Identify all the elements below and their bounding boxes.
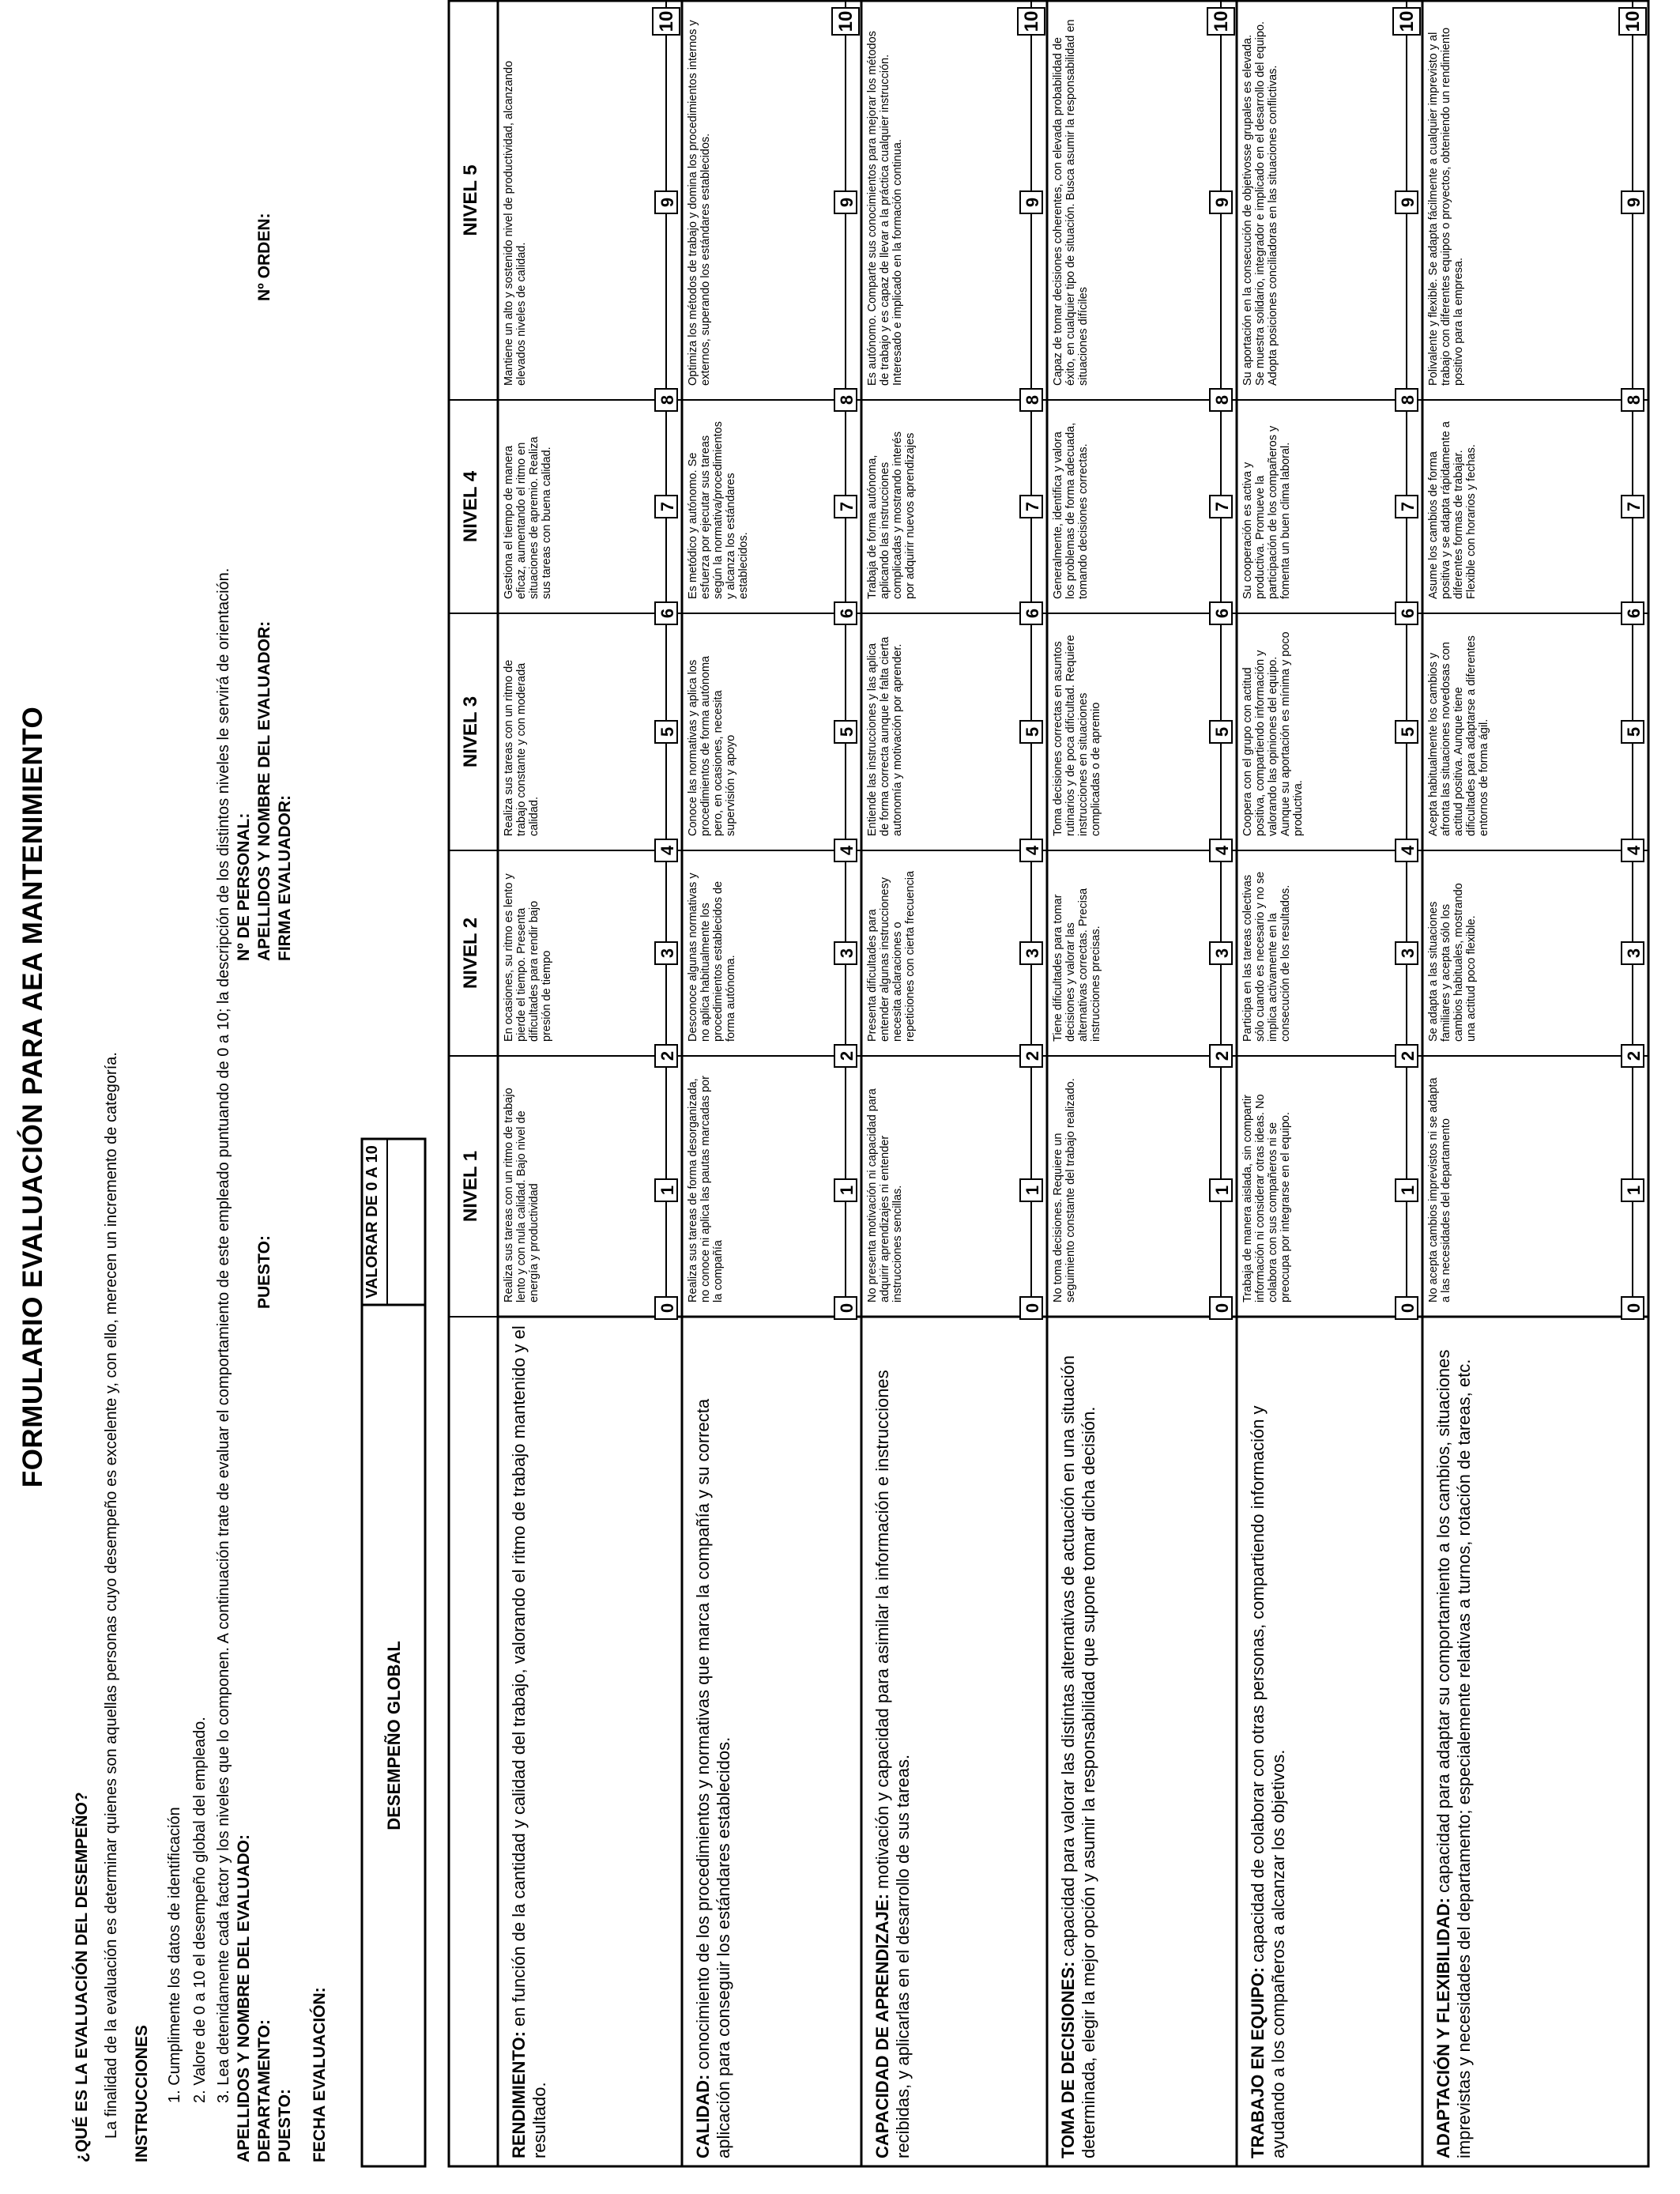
departamento-label: DEPARTAMENTO: [255,2019,273,2162]
level-3-description: Entiende las instrucciones y las aplica de forma correcta aunque le falta cierta autonomía y motivación por aprender. [866,636,904,836]
score-box-8[interactable]: 8 [654,388,678,412]
score-box-6[interactable]: 6 [1209,601,1233,625]
score-box-2[interactable]: 2 [1621,1044,1644,1068]
score-box-2[interactable]: 2 [654,1044,678,1068]
level-4-description: Es metódico y autónomo. Se esfuerza por ejecutar sus tareas según la normativa/procedimientos y alcanza los estándares establecidos. [687,421,750,599]
level-1-description: No acepta cambios imprevistos ni se adapta a las necesidades del departamento [1427,1077,1452,1302]
score-box-7[interactable]: 7 [1209,495,1233,518]
level-header-4: NIVEL 4 [460,470,481,543]
score-box-6[interactable]: 6 [654,601,678,625]
score-box-2[interactable]: 2 [1019,1044,1043,1068]
score-box-6[interactable]: 6 [1621,601,1644,625]
score-box-10[interactable]: 10 [831,7,860,36]
factor-label [693,1325,857,2158]
score-box-8[interactable]: 8 [1621,388,1644,412]
score-box-3[interactable]: 3 [1621,941,1644,965]
factor-name: TOMA DE DECISIONES: [1058,1961,1078,2158]
score-box-9[interactable]: 9 [1395,190,1418,214]
level-1-description: No presenta motivación ni capacidad para adquirir aprendizajes ni entender instrucciones sencillas. [866,1088,904,1302]
score-box-8[interactable]: 8 [834,388,857,412]
level-2-description: Se adapta a las situaciones familiares y acepta sólo los cambios habituales, mostrando una actitud poco flexible. [1427,883,1478,1042]
score-box-3[interactable]: 3 [834,941,857,965]
score-box-5[interactable]: 5 [1019,720,1043,744]
score-box-4[interactable]: 4 [1209,839,1233,862]
score-box-7[interactable]: 7 [834,495,857,518]
level-4-description: Generalmente, identifica y valora los problemas de forma adecuada, tomando decisiones correctas. [1052,422,1090,599]
score-box-10[interactable]: 10 [1392,7,1421,36]
score-box-3[interactable]: 3 [1019,941,1043,965]
level-2-description: En ocasiones, su ritmo es lento y pierde el tiempo. Presenta dificultades para rendir bajo presión de tiempo [503,873,553,1042]
score-box-4[interactable]: 4 [834,839,857,862]
factor-label [1248,1325,1418,2158]
factor-label [1058,1325,1232,2158]
global-performance-label: DESEMPEÑO GLOBAL [384,1641,404,1830]
score-box-1[interactable]: 1 [834,1178,857,1202]
score-box-7[interactable]: 7 [654,495,678,518]
score-box-5[interactable]: 5 [1209,720,1233,744]
score-box-0[interactable]: 0 [1209,1296,1233,1320]
instruction-2: 2. Valore de 0 a 10 el desempeño global del empleado. [191,1717,209,2103]
score-box-0[interactable]: 0 [1019,1296,1043,1320]
score-box-5[interactable]: 5 [1395,720,1418,744]
factor-description: capacidad para adaptar su comportamiento a los cambios, situaciones imprevistas y necesidades del departamento; especialemente relativas a turnos, rotación de tareas, etc. [1433,1349,1474,2158]
level-1-description: No toma decisiones. Requiere un seguimiento constante del trabajo realizado. [1052,1078,1077,1302]
puesto-label: PUESTO: [276,2089,294,2162]
score-box-1[interactable]: 1 [1621,1178,1644,1202]
level-5-description: Mantiene un alto y sostenido nivel de productividad, alcanzando elevados niveles de calidad. [503,60,528,386]
score-box-4[interactable]: 4 [654,839,678,862]
score-box-5[interactable]: 5 [1621,720,1644,744]
global-value-header: VALORAR DE 0 A 10 [363,1145,381,1299]
factor-label [1433,1325,1644,2158]
score-box-3[interactable]: 3 [654,941,678,965]
factor-name: CAPACIDAD DE APRENDIZAJE: [872,1894,892,2158]
level-3-description: Conoce las normativas y aplica los procedimientos de forma autónoma pero, en ocasiones, necesita supervisión y apoyo [687,655,737,836]
level-2-description: Participa en las tareas colectivas sólo cuando es necesario y no se implica activamente en la consecución de los resultados. [1241,871,1292,1042]
factor-description: motivación y capacidad para asimilar la información e instrucciones recibidas, y aplicarlas en el desarrollo de sus tareas. [872,1370,913,2158]
score-box-6[interactable]: 6 [1019,601,1043,625]
score-box-8[interactable]: 8 [1209,388,1233,412]
level-header-2: NIVEL 2 [460,917,481,990]
instruction-3: 3. Lea detenidamente cada factor y los niveles que lo componen. A continuación trate de evaluar el comportamiento de este empleado puntuando de 0 a 10; la descripción de los distintos niveles le servirá de orientación. [215,567,232,2103]
score-box-1[interactable]: 1 [1019,1178,1043,1202]
level-3-description: Coopera con el grupo con actitud positiva, compartiendo información y valorando las opiniones del equipo. Aunque su aportación es mínima y poco productiva. [1241,631,1305,836]
global-score-field[interactable] [389,1140,424,1303]
level-1-description: Realiza sus tareas con un ritmo de trabajo lento y con nula calidad. Bajo nivel de energía y productividad [503,1088,541,1302]
score-box-0[interactable]: 0 [1621,1296,1644,1320]
level-4-description: Su cooperación es activa y productiva. Promueve la participación de los compañeros y fomenta un buen clima laboral. [1241,425,1292,599]
score-box-1[interactable]: 1 [654,1178,678,1202]
level-1-description: Realiza sus tareas de forma desorganizada, no conoce ni aplica las pautas marcadas por la compañía [687,1076,725,1302]
level-4-description: Trabaja de forma autónoma, aplicando las instrucciones complicadas y mostrando interés por adquirir nuevos aprendizajes [866,432,917,599]
score-box-5[interactable]: 5 [654,720,678,744]
score-box-9[interactable]: 9 [1019,190,1043,214]
score-box-10[interactable]: 10 [1017,7,1045,36]
score-box-9[interactable]: 9 [654,190,678,214]
factor-name: TRABAJO EN EQUIPO: [1248,1966,1268,2158]
score-box-0[interactable]: 0 [834,1296,857,1320]
factor-description: capacidad de colaborar con otras personas, compartiendo información y ayudando a los compañeros a alcanzar los objetivos. [1248,1405,1288,2158]
score-box-10[interactable]: 10 [1207,7,1235,36]
score-box-5[interactable]: 5 [834,720,857,744]
puesto-mid-label: PUESTO: [255,1235,273,1309]
level-5-description: Es autónomo. Comparte sus conocimientos para mejorar los métodos de trabajo y es capaz de llevar a la práctica cualquier instrucción. Interesado e implicado en la formación continua. [866,31,904,386]
score-box-2[interactable]: 2 [1209,1044,1233,1068]
score-box-7[interactable]: 7 [1395,495,1418,518]
score-box-0[interactable]: 0 [1395,1296,1418,1320]
score-box-6[interactable]: 6 [1395,601,1418,625]
firma-label: FIRMA EVALUADOR: [276,795,294,961]
level-header-1: NIVEL 1 [460,1150,481,1223]
fecha-label: FECHA EVALUACIÓN: [311,1987,329,2162]
level-3-description: Realiza sus tareas con un ritmo de trabajo constante y con moderada calidad. [503,659,541,836]
score-box-0[interactable]: 0 [654,1296,678,1320]
intro-text: La finalidad de la evaluación es determinar quienes son aquellas personas cuyo desempeño es excelente y, con ello, merecen un incremento de categoría. [103,1052,120,2139]
score-box-1[interactable]: 1 [1395,1178,1418,1202]
score-box-4[interactable]: 4 [1621,839,1644,862]
level-header-5: NIVEL 5 [460,164,481,236]
score-box-3[interactable]: 3 [1395,941,1418,965]
level-5-description: Polivalente y flexible. Se adapta fácilmente a cualquier imprevisto y al trabajo con diferentes equipos o proyectos, obteniendo un rendimiento positivo para la empresa. [1427,27,1465,386]
factor-label [872,1325,1042,2158]
instructions-heading: INSTRUCCIONES [133,2025,151,2162]
factor-name: RENDIMIENTO: [509,2031,529,2158]
score-box-9[interactable]: 9 [834,190,857,214]
level-5-description: Capaz de tomar decisiones coherentes, con elevada probabilidad de éxito, en cualquier tipo de situación. Busca asumir la responsabilidad en situaciones difíciles [1052,19,1090,386]
score-box-3[interactable]: 3 [1209,941,1233,965]
n-orden-label: Nº ORDEN: [255,213,273,301]
level-2-description: Tiene dificultades para tomar decisiones y valorar las alternativas correctas. Precisa instrucciones precisas. [1052,888,1102,1042]
factor-description: capacidad para valorar las distintas alternativas de actuación en una situación determinada, elegir la mejor opción y asumir la responsabilidad que supone tomar dicha decisión. [1058,1355,1098,2158]
level-4-description: Asume los cambios de forma positiva y se adapta rápidamente a diferentes formas de trabajar. Flexible con horarios y fechas. [1427,421,1478,599]
factor-description: conocimiento de los procedimientos y normativas que marca la compañía y su correcta aplicación para conseguir los estándares establecidos. [693,1398,733,2158]
score-box-10[interactable]: 10 [652,7,680,36]
level-2-description: Desconoce algunas normativas y no aplica habitualmente los procedimientos establecidos de forma autónoma. [687,873,737,1042]
evaluado-label: APELLIDOS Y NOMBRE DEL EVALUADO: [235,1834,253,2162]
score-box-2[interactable]: 2 [1395,1044,1418,1068]
factor-description: en función de la cantidad y calidad del trabajo, valorando el ritmo de trabajo mantenido y el resultado. [509,1325,549,2158]
score-box-6[interactable]: 6 [834,601,857,625]
level-header-3: NIVEL 3 [460,696,481,768]
level-2-description: Presenta dificultades para entender algunas instruccionesy necesita aclaraciones o repeticiones con cierta frecuencia [866,870,917,1042]
score-box-8[interactable]: 8 [1019,388,1043,412]
score-box-4[interactable]: 4 [1395,839,1418,862]
instruction-1: 1. Cumplimente los datos de identificación [166,1807,183,2103]
score-box-9[interactable]: 9 [1209,190,1233,214]
factor-name: CALIDAD: [693,2074,713,2158]
factor-label [509,1325,677,2158]
score-box-2[interactable]: 2 [834,1044,857,1068]
level-3-description: Acepta habitualmente los cambios y afronta las situaciones novedosas con actitud positiva. Aunque tiene dificultades para adaptarse a diferentes entornos de forma ágil. [1427,635,1490,836]
level-5-description: Optimiza los métodos de trabajo y domina los procedimientos internos y externos, superando los estándares establecidos. [687,20,712,386]
level-4-description: Gestiona el tiempo de manera eficaz, aumentando el ritmo en situaciones de apremio. Realiza sus tareas con buena calidad. [503,436,553,599]
score-box-4[interactable]: 4 [1019,839,1043,862]
level-5-description: Su aportación en la consecución de objetivosse grupales es elevada. Se muestra solidario, integrador e implicado en el desarrollo del equipo. Adopta posiciones conciliadoras en las situaciones conflictivas. [1241,21,1279,386]
form-title: FORMULARIO EVALUACIÓN PARA AEA MANTENIMIENTO [17,706,48,1488]
score-box-1[interactable]: 1 [1209,1178,1233,1202]
n-personal-label: Nº DE PERSONAL: [235,812,253,961]
evaluador-label: APELLIDOS Y NOMBRE DEL EVALUADOR: [255,620,273,961]
level-1-description: Trabaja de manera aislada, sin compartir información ni considerar otras ideas. No colabora con sus compañeros ni se preocupa por integrarse en el equipo. [1241,1094,1292,1302]
score-box-7[interactable]: 7 [1621,495,1644,518]
factor-name: ADAPTACIÓN Y FLEXIBILIDAD: [1433,1897,1453,2158]
score-box-10[interactable]: 10 [1618,7,1647,36]
score-box-7[interactable]: 7 [1019,495,1043,518]
intro-question: ¿QUÉ ES LA EVALUACIÓN DEL DESEMPEÑO? [73,1792,91,2162]
level-3-description: Toma decisiones correctas en asuntos rutinarios y de poca dificultad. Requiere instrucciones en situaciones complicadas o de apremio [1052,635,1102,836]
score-box-9[interactable]: 9 [1621,190,1644,214]
score-box-8[interactable]: 8 [1395,388,1418,412]
